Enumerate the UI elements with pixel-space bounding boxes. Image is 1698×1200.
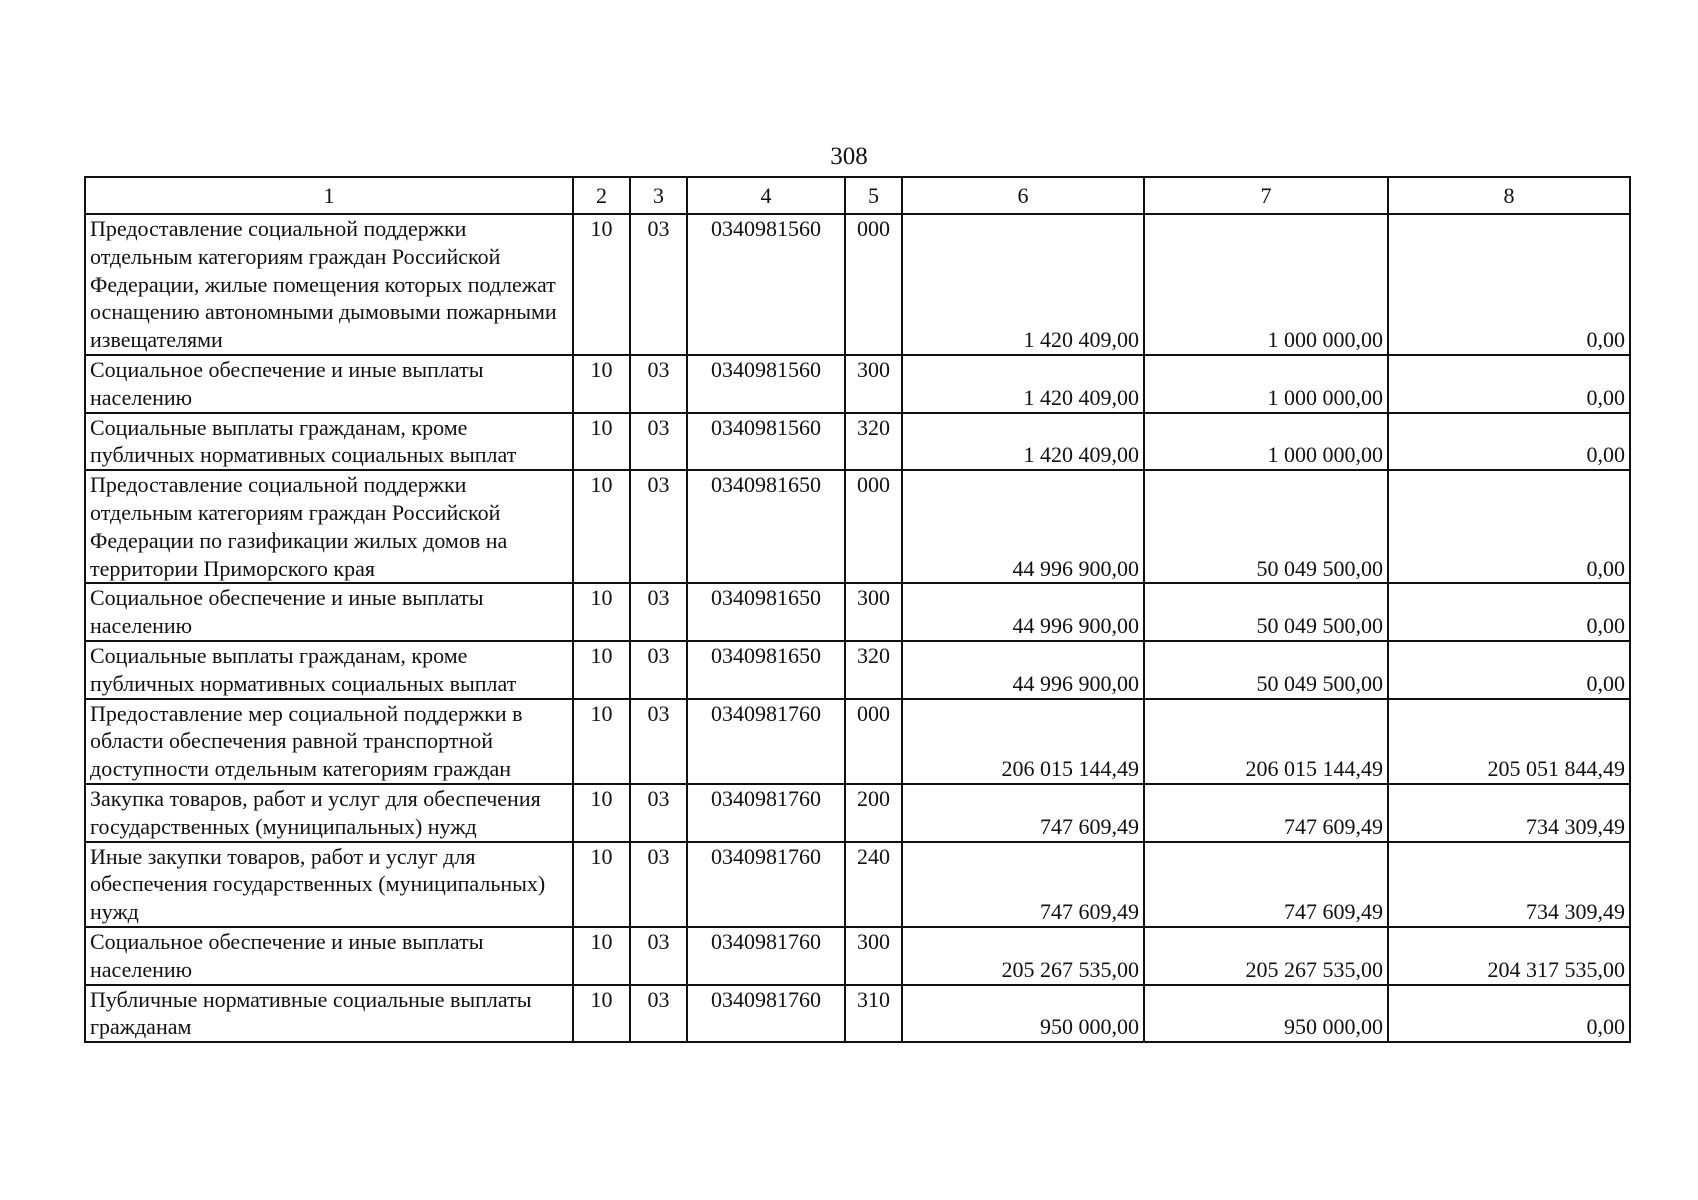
expense-item-name: Предоставление мер социальной поддержки в области обеспечения равной транспортной доступности отдельным категориям граждан — [85, 699, 573, 784]
table-row — [85, 413, 1630, 471]
target-item-code: 0340981760 — [687, 927, 845, 985]
column-header: 1 — [85, 177, 573, 214]
subsection-code: 03 — [630, 699, 687, 784]
amount-col6: 747 609,49 — [902, 842, 1144, 927]
target-item-code: 0340981650 — [687, 641, 845, 699]
amount-col8: 205 051 844,49 — [1388, 699, 1630, 784]
budget-table — [84, 176, 1631, 1043]
expense-type-code: 240 — [845, 842, 902, 927]
subsection-code: 03 — [630, 784, 687, 842]
expense-type-code: 000 — [845, 470, 902, 583]
expense-item-name: Социальное обеспечение и иные выплаты населению — [85, 583, 573, 641]
column-header: 4 — [687, 177, 845, 214]
section-code: 10 — [573, 927, 630, 985]
amount-col8: 734 309,49 — [1388, 842, 1630, 927]
subsection-code: 03 — [630, 842, 687, 927]
subsection-code: 03 — [630, 214, 687, 355]
expense-item-name: Предоставление социальной поддержки отдельным категориям граждан Российской Федерации по газификации жилых домов на территории Приморского края — [85, 470, 573, 583]
section-code: 10 — [573, 842, 630, 927]
table-row — [85, 214, 1630, 355]
amount-col8: 204 317 535,00 — [1388, 927, 1630, 985]
amount-col7: 50 049 500,00 — [1144, 641, 1388, 699]
target-item-code: 0340981650 — [687, 470, 845, 583]
subsection-code: 03 — [630, 470, 687, 583]
column-header: 3 — [630, 177, 687, 214]
table-row — [85, 641, 1630, 699]
expense-item-name: Социальное обеспечение и иные выплаты населению — [85, 927, 573, 985]
expense-type-code: 310 — [845, 985, 902, 1043]
expense-type-code: 320 — [845, 413, 902, 471]
amount-col8: 0,00 — [1388, 470, 1630, 583]
table-row — [85, 355, 1630, 413]
amount-col8: 0,00 — [1388, 355, 1630, 413]
amount-col8: 0,00 — [1388, 985, 1630, 1043]
section-code: 10 — [573, 784, 630, 842]
amount-col6: 44 996 900,00 — [902, 583, 1144, 641]
expense-item-name: Социальное обеспечение и иные выплаты населению — [85, 355, 573, 413]
section-code: 10 — [573, 470, 630, 583]
subsection-code: 03 — [630, 641, 687, 699]
column-number-row — [85, 177, 1630, 214]
amount-col6: 205 267 535,00 — [902, 927, 1144, 985]
amount-col8: 0,00 — [1388, 641, 1630, 699]
target-item-code: 0340981760 — [687, 699, 845, 784]
amount-col6: 1 420 409,00 — [902, 355, 1144, 413]
column-header: 7 — [1144, 177, 1388, 214]
expense-type-code: 300 — [845, 927, 902, 985]
target-item-code: 0340981560 — [687, 214, 845, 355]
expense-item-name: Публичные нормативные социальные выплаты гражданам — [85, 985, 573, 1043]
subsection-code: 03 — [630, 985, 687, 1043]
amount-col7: 50 049 500,00 — [1144, 470, 1388, 583]
target-item-code: 0340981760 — [687, 784, 845, 842]
target-item-code: 0340981760 — [687, 842, 845, 927]
table-row — [85, 784, 1630, 842]
section-code: 10 — [573, 699, 630, 784]
expense-item-name: Закупка товаров, работ и услуг для обеспечения государственных (муниципальных) нужд — [85, 784, 573, 842]
column-header: 6 — [902, 177, 1144, 214]
amount-col6: 1 420 409,00 — [902, 413, 1144, 471]
expense-type-code: 000 — [845, 214, 902, 355]
amount-col8: 734 309,49 — [1388, 784, 1630, 842]
section-code: 10 — [573, 413, 630, 471]
amount-col7: 747 609,49 — [1144, 842, 1388, 927]
column-header: 2 — [573, 177, 630, 214]
expense-type-code: 000 — [845, 699, 902, 784]
amount-col6: 1 420 409,00 — [902, 214, 1144, 355]
amount-col7: 747 609,49 — [1144, 784, 1388, 842]
table-row — [85, 470, 1630, 583]
expense-item-name: Социальные выплаты гражданам, кроме публичных нормативных социальных выплат — [85, 641, 573, 699]
expense-type-code: 320 — [845, 641, 902, 699]
table-row — [85, 583, 1630, 641]
page-number: 308 — [830, 143, 868, 170]
subsection-code: 03 — [630, 413, 687, 471]
section-code: 10 — [573, 355, 630, 413]
subsection-code: 03 — [630, 927, 687, 985]
expense-type-code: 200 — [845, 784, 902, 842]
table-row — [85, 699, 1630, 784]
amount-col6: 747 609,49 — [902, 784, 1144, 842]
amount-col8: 0,00 — [1388, 583, 1630, 641]
amount-col7: 1 000 000,00 — [1144, 214, 1388, 355]
amount-col6: 44 996 900,00 — [902, 470, 1144, 583]
amount-col7: 1 000 000,00 — [1144, 355, 1388, 413]
amount-col8: 0,00 — [1388, 214, 1630, 355]
expense-type-code: 300 — [845, 355, 902, 413]
expense-type-code: 300 — [845, 583, 902, 641]
target-item-code: 0340981560 — [687, 355, 845, 413]
target-item-code: 0340981650 — [687, 583, 845, 641]
subsection-code: 03 — [630, 355, 687, 413]
amount-col7: 1 000 000,00 — [1144, 413, 1388, 471]
table-row — [85, 842, 1630, 927]
section-code: 10 — [573, 583, 630, 641]
amount-col7: 50 049 500,00 — [1144, 583, 1388, 641]
expense-item-name: Предоставление социальной поддержки отдельным категориям граждан Российской Федерации, жилые помещения которых подлежат оснащению автономными дымовыми пожарными извещателями — [85, 214, 573, 355]
table-row — [85, 985, 1630, 1043]
column-header: 5 — [845, 177, 902, 214]
amount-col7: 206 015 144,49 — [1144, 699, 1388, 784]
section-code: 10 — [573, 985, 630, 1043]
amount-col6: 206 015 144,49 — [902, 699, 1144, 784]
expense-item-name: Иные закупки товаров, работ и услуг для обеспечения государственных (муниципальных) нужд — [85, 842, 573, 927]
amount-col6: 44 996 900,00 — [902, 641, 1144, 699]
target-item-code: 0340981760 — [687, 985, 845, 1043]
expense-item-name: Социальные выплаты гражданам, кроме публичных нормативных социальных выплат — [85, 413, 573, 471]
amount-col7: 205 267 535,00 — [1144, 927, 1388, 985]
amount-col7: 950 000,00 — [1144, 985, 1388, 1043]
subsection-code: 03 — [630, 583, 687, 641]
amount-col8: 0,00 — [1388, 413, 1630, 471]
table-row — [85, 927, 1630, 985]
target-item-code: 0340981560 — [687, 413, 845, 471]
amount-col6: 950 000,00 — [902, 985, 1144, 1043]
section-code: 10 — [573, 641, 630, 699]
section-code: 10 — [573, 214, 630, 355]
column-header: 8 — [1388, 177, 1630, 214]
